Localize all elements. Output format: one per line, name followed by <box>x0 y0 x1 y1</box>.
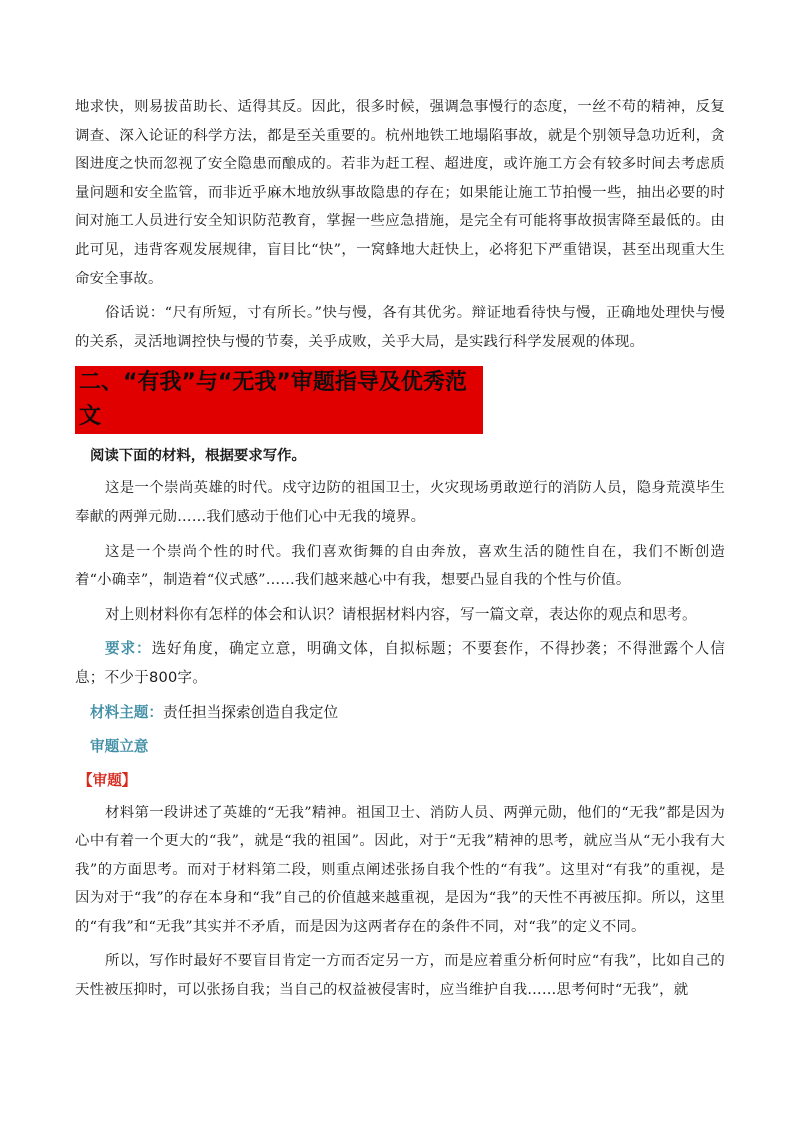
requirements-label: 要求： <box>105 640 152 658</box>
document-page <box>75 93 725 1011</box>
analysis-paragraph: 所以，写作时最好不要盲目肯定一方而否定另一方，而是应着重分析何时应“有我”，比如自己的天性被压抑时，可以张扬自我；当自己的权益被侵害时，应当维护自我……思考何时“无我”，就 <box>75 953 725 999</box>
requirements <box>75 635 725 692</box>
theme-text: 责任担当探索创造自我定位 <box>162 703 339 721</box>
shenti-label: 【审题】 <box>78 771 137 789</box>
material-theme <box>75 699 725 727</box>
writing-question: 对上则材料你有怎样的体会和认识？请根据材料内容，写一篇文章，表达你的观点和思考。 <box>105 605 697 623</box>
body-paragraph: 地求快，则易拔苗助长、适得其反。因此，很多时候，强调急事慢行的态度，一丝不苟的精神，反复调查、深入论证的科学方法，都是至关重要的。杭州地铁工地塌陷事故，就是个别领导急功近利，贪图进度之快而忽视了安全隐患而酿成的。若非为赶工程、超进度，或许施工方会有较多时间去考虑质量问题和安全监管，而非近乎麻木地放纵事故隐患的存在；如果能让施工节拍慢一些，抽出必要的时间对施工人员进行安全知识防范教育，掌握一些应急措施，是完全有可能将事故损害降至最低的。由此可见，违背客观发展规律，盲目比“快”，一窝蜂地大赶快上，必将犯下严重错误，甚至出现重大生命安全事故。 <box>75 99 725 287</box>
requirements-text: 选好角度，确定立意，明确文体，自拟标题；不要套作，不得抄袭；不得泄露个人信息；不少于800字。 <box>75 640 725 686</box>
material-paragraph: 这是一个崇尚英雄的时代。戍守边防的祖国卫士，火灾现场勇敢逆行的消防人员，隐身荒漠毕生奉献的两弹元勋……我们感动于他们心中无我的境界。 <box>75 480 725 525</box>
section-heading: 二、“有我”与“无我”审题指导及优秀范文 <box>75 366 483 434</box>
body-paragraph: 俗话说：“尺有所短，寸有所长。”快与慢，各有其优劣。辩证地看待快与慢，正确地处理快与慢的关系，灵活地调控快与慢的节奏，关乎成败，关乎大局，是实践行科学发展观的体现。 <box>75 305 725 350</box>
analysis-heading: 审题立意 <box>90 737 149 755</box>
theme-label: 材料主题： <box>90 703 163 721</box>
writing-prompt-lead: 阅读下面的材料，根据要求写作。 <box>90 448 306 465</box>
material-paragraph: 这是一个崇尚个性的时代。我们喜欢街舞的自由奔放，喜欢生活的随性自在，我们不断创造着“小确幸”，制造着“仪式感”……我们越来越心中有我，想要凸显自我的个性与价值。 <box>75 543 725 589</box>
analysis-paragraph: 材料第一段讲述了英雄的“无我”精神。祖国卫士、消防人员、两弹元勋，他们的“无我”都是因为心中有着一个更大的“我”，就是“我的祖国”。因此，对于“无我”精神的思考，就应当从“无小我有大我”的方面思考。而对于材料第二段，则重点阐述张扬自我个性的“有我”。这里对“有我”的重视，是因为对于“我”的存在本身和“我”自己的价值越来越重视，是因为“我”的天性不再被压抑。所以，这里的“有我”和“无我”其实并不矛盾，而是因为这两者存在的条件不同，对“我”的定义不同。 <box>75 804 725 935</box>
